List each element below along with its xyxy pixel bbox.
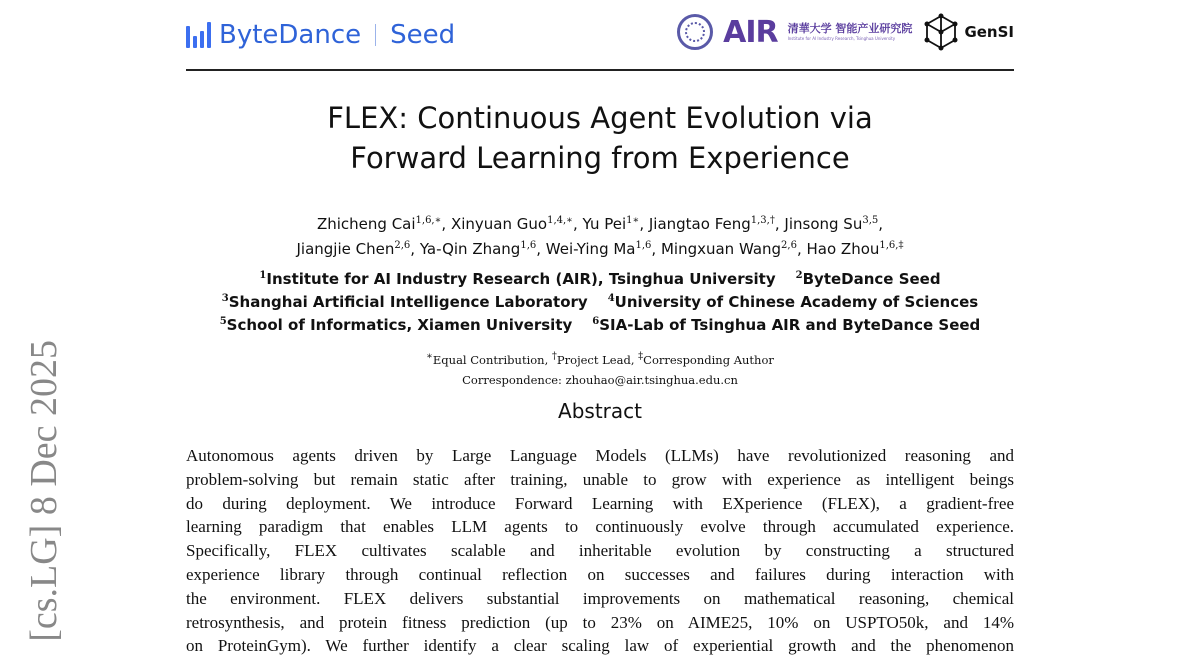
- affiliation: Shanghai Artificial Intelligence Laboratory: [228, 293, 588, 311]
- author-affil: 1,6: [520, 240, 537, 251]
- affil-number: 4: [607, 293, 615, 304]
- tsinghua-seal-icon: [677, 14, 713, 50]
- author-affil: 1,3,†: [750, 215, 775, 226]
- author-affil: 3,5: [862, 215, 879, 226]
- abstract-line: retrosynthesis, and protein fitness prediction (up to 23% on AIME25, 10% on USPTO50k, and 14%: [186, 612, 1014, 632]
- gensi-cube-icon: [922, 12, 960, 52]
- author-notes: [186, 347, 1014, 390]
- tsinghua-air-en: Institute for AI Industry Research, Tsinghua University: [787, 36, 896, 41]
- affiliation-line-1: [186, 266, 1014, 289]
- air-wordmark: AIR: [723, 14, 778, 50]
- affiliation: ByteDance Seed: [802, 270, 941, 288]
- author-sep: ,: [639, 215, 649, 233]
- author-name: Jiangtao Feng: [648, 215, 751, 233]
- author-affil: 2,6: [781, 240, 797, 251]
- author-name: Ya-Qin Zhang: [419, 240, 521, 258]
- bytedance-seed-logo: [186, 20, 455, 50]
- author-sep: ,: [441, 215, 451, 233]
- bytedance-icon: [186, 22, 211, 48]
- author-name: Hao Zhou: [806, 240, 880, 258]
- corresponding-author-note: Corresponding Author: [643, 352, 774, 367]
- affiliation: Institute for AI Industry Research (AIR), Tsinghua University: [266, 270, 776, 288]
- affil-number: 2: [795, 270, 803, 281]
- author-name: Xinyuan Guo: [450, 215, 548, 233]
- author-name: Yu Pei: [582, 215, 627, 233]
- author-sep: ,: [410, 240, 420, 258]
- author-name: Zhicheng Cai: [316, 215, 416, 233]
- abstract-line: learning paradigm that enables LLM agents to continuously evolve through accumulated experience.: [186, 517, 1014, 537]
- author-sep: ,: [572, 215, 583, 233]
- author-list: [186, 210, 1014, 260]
- author-name: Jiangjie Chen: [296, 240, 395, 258]
- author-affil: 1,6: [635, 240, 652, 251]
- header-logos: [186, 12, 1014, 58]
- seed-wordmark: Seed: [390, 20, 456, 50]
- abstract-line: do during deployment. We introduce Forward Learning with EXperience (FLEX), a gradient-free: [186, 493, 1014, 513]
- note-mark: ∗: [426, 351, 433, 362]
- gensi-wordmark: GenSI: [964, 23, 1014, 41]
- abstract-line: Specifically, FLEX cultivates scalable and inheritable evolution by constructing a structured: [186, 541, 1014, 561]
- tsinghua-air-cn: 清華大学 智能产业研究院: [787, 22, 913, 35]
- arxiv-stamp: [cs.LG] 8 Dec 2025: [23, 340, 65, 642]
- author-name: Mingxuan Wang: [660, 240, 782, 258]
- author-sep: ,: [651, 240, 661, 258]
- abstract-line: experience library through continual reflection on successes and failures during interaction with: [186, 564, 1014, 584]
- affil-number: 6: [592, 316, 600, 327]
- author-affil: 2,6: [394, 240, 411, 251]
- author-sep: ,: [796, 240, 807, 258]
- affiliation-line-2: [186, 289, 1014, 312]
- abstract-line: problem-solving but remain static after training, unable to grow with experience as intelligent beings: [186, 469, 1014, 489]
- author-affil: 1,6,∗: [415, 215, 442, 226]
- affil-number: 5: [219, 316, 227, 327]
- author-line-1: [186, 210, 1014, 235]
- affiliation-line-3: [186, 312, 1014, 335]
- author-affil: 1∗: [626, 215, 640, 226]
- affiliation: School of Informatics, Xiamen University: [226, 316, 573, 334]
- author-sep: ,: [774, 215, 785, 233]
- title-line-2: Forward Learning from Experience: [350, 141, 850, 175]
- author-line-2: [186, 235, 1014, 260]
- abstract-line: Autonomous agents driven by Large Language Models (LLMs) have revolutionized reasoning and: [186, 446, 1014, 465]
- tsinghua-air-logo: [788, 23, 913, 41]
- project-lead-note: Project Lead,: [556, 352, 635, 367]
- correspondence-email: Correspondence: zhouhao@air.tsinghua.edu.cn: [462, 372, 738, 387]
- paper-title: [186, 98, 1014, 178]
- affil-number: 1: [259, 270, 267, 281]
- author-sep: ,: [536, 240, 546, 258]
- author-sep: ,: [878, 215, 884, 233]
- abstract-line: on ProteinGym). We further identify a clear scaling law of experiential growth and the phenomenon: [186, 636, 1014, 656]
- logo-divider: [375, 24, 376, 46]
- author-affil: 1,4,∗: [547, 215, 573, 226]
- note-mark: †: [551, 351, 557, 362]
- partner-logos: [677, 12, 1014, 52]
- gensi-logo: [922, 12, 1014, 52]
- bytedance-wordmark: ByteDance: [219, 20, 362, 50]
- affiliation: SIA-Lab of Tsinghua AIR and ByteDance Seed: [599, 316, 981, 334]
- contribution-note: [186, 347, 1014, 370]
- abstract-heading: Abstract: [558, 399, 642, 423]
- author-name: Jinsong Su: [784, 215, 863, 233]
- note-mark: ‡: [638, 351, 644, 362]
- equal-contribution-note: Equal Contribution,: [432, 352, 549, 367]
- header-rule: [186, 69, 1014, 71]
- title-line-1: FLEX: Continuous Agent Evolution via: [327, 101, 873, 135]
- affiliation-list: [186, 266, 1014, 335]
- author-affil: 1,6,‡: [879, 240, 904, 251]
- affil-number: 3: [221, 293, 229, 304]
- abstract-body: [186, 444, 1014, 658]
- abstract-line: the environment. FLEX delivers substantial improvements on mathematical reasoning, chemical: [186, 588, 1014, 608]
- author-name: Wei-Ying Ma: [545, 240, 636, 258]
- affiliation: University of Chinese Academy of Sciences: [614, 293, 979, 311]
